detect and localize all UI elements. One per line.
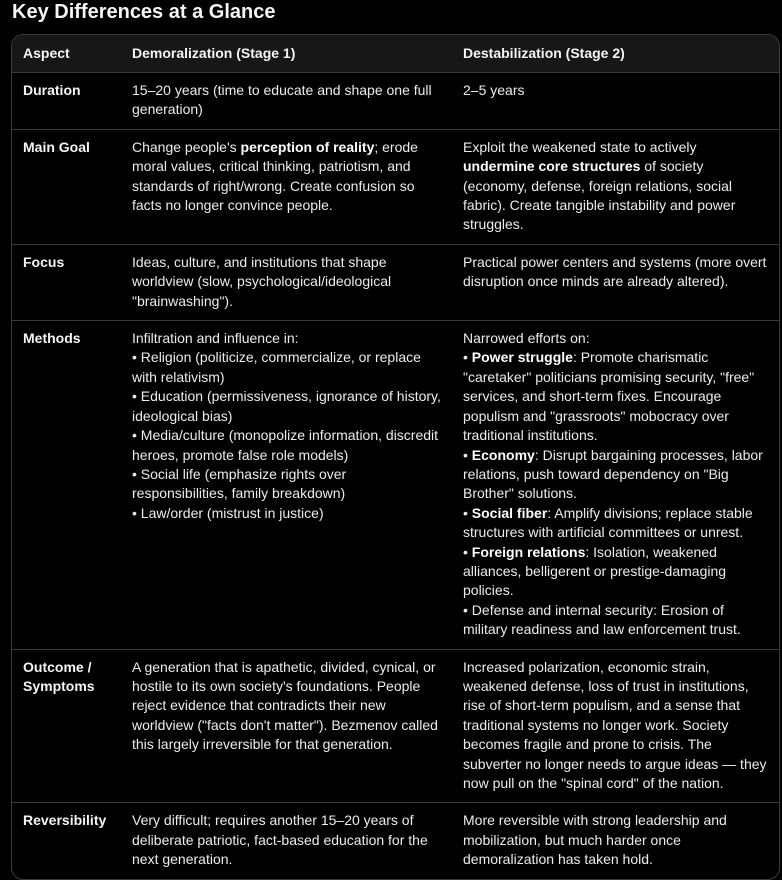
list-intro: Narrowed efforts on: <box>463 330 590 347</box>
aspect-cell: Methods <box>12 321 121 650</box>
cell-text: : Amplify divisions; replace stable structures with artificial committees or unrest. <box>463 504 753 541</box>
page-title: Key Differences at a Glance <box>12 1 276 23</box>
table-row-main-goal <box>12 129 779 244</box>
emphasis-text: Economy <box>471 446 535 463</box>
table-row-duration <box>12 73 779 130</box>
demoralization-cell: A generation that is apathetic, divided, cynical, or hostile to its own society's foundations. People reject evidence that contradicts their new worldview ("facts don't matter"). Bezmenov called this largely irreversible for that generation. <box>121 649 452 803</box>
aspect-cell: Duration <box>12 73 121 130</box>
emphasis-text: undermine core structures <box>463 158 641 175</box>
table-row-outcome <box>12 649 779 803</box>
list-item: • Law/order (mistrust in justice) <box>132 504 324 521</box>
list-item <box>463 504 771 543</box>
cell-text: Change people's <box>132 138 241 155</box>
list-item: • Social life (emphasize rights over responsibilities, family breakdown) <box>132 465 347 502</box>
cell-text: : Isolation, weakened alliances, belligerent or prestige-damaging policies. <box>463 543 727 599</box>
table-row-methods <box>12 321 779 650</box>
list-item: • Media/culture (monopolize information, discredit heroes, promote false role models) <box>132 427 439 463</box>
aspect-cell: Focus <box>12 244 121 320</box>
header-demoralization: Demoralization (Stage 1) <box>121 35 452 73</box>
list-item: • Education (permissiveness, ignorance of history, ideological bias) <box>132 388 441 424</box>
aspect-cell: Main Goal <box>12 129 121 244</box>
table-row-focus <box>12 244 779 320</box>
destabilization-cell <box>452 129 779 244</box>
comparison-table-grid <box>12 35 779 879</box>
demoralization-cell <box>121 129 452 244</box>
list-intro: Infiltration and influence in: <box>132 330 299 347</box>
bullet-mark: • <box>463 446 472 463</box>
list-item: • Religion (politicize, commercialize, or replace with relativism) <box>132 349 421 385</box>
cell-text: : Promote charismatic "caretaker" politicians promising security, "free" services, and short-term fixes. Encourage populism and "grassroots" mobocracy over traditional institutions. <box>463 349 755 444</box>
header-destabilization: Destabilization (Stage 2) <box>452 35 779 73</box>
emphasis-text: Power struggle <box>471 349 573 366</box>
list-item <box>463 543 771 601</box>
bullet-mark: • <box>463 349 472 366</box>
demoralization-cell: 15–20 years (time to educate and shape one full generation) <box>121 73 452 130</box>
table-row-reversibility <box>12 803 779 879</box>
emphasis-text: Social fiber <box>471 504 548 521</box>
destabilization-cell <box>452 321 779 650</box>
destabilization-cell: Increased polarization, economic strain, weakened defense, loss of trust in institutions, rise of short-term populism, and a sense that traditional systems no longer work. Society becomes fragile and prone to crisis. The subverter no longer needs to argue ideas — they now pull on the "spinal cord" of the nation. <box>452 649 779 803</box>
destabilization-cell: Practical power centers and systems (more overt disruption once minds are already altered). <box>452 244 779 320</box>
list-item: • Defense and internal security: Erosion of military readiness and law enforcement trust. <box>463 601 741 638</box>
emphasis-text: Foreign relations <box>471 543 586 560</box>
destabilization-cell: 2–5 years <box>452 73 779 130</box>
demoralization-cell: Ideas, culture, and institutions that shape worldview (slow, psychological/ideological "brainwashing"). <box>121 244 452 320</box>
cell-text: : Disrupt bargaining processes, labor relations, push toward dependency on "Big Brother" solutions. <box>463 446 763 502</box>
aspect-cell: Reversibility <box>23 812 107 829</box>
list-item <box>463 446 771 504</box>
aspect-cell: Outcome / Symptoms <box>12 649 121 803</box>
cell-text: of society (economy, defense, foreign relations, social fabric). Create tangible instability and power struggles. <box>463 158 736 233</box>
bullet-mark: • <box>463 504 472 521</box>
demoralization-cell <box>121 321 452 650</box>
emphasis-text: perception of reality <box>240 138 375 155</box>
destabilization-cell: More reversible with strong leadership and mobilization, but much harder once demoralization has taken hold. <box>463 812 727 868</box>
bullet-mark: • <box>463 543 472 560</box>
header-aspect: Aspect <box>12 35 121 73</box>
cell-text: Exploit the weakened state to actively <box>463 138 697 155</box>
table-header-row <box>12 35 779 73</box>
demoralization-cell: Very difficult; requires another 15–20 years of deliberate patriotic, fact-based education for the next generation. <box>132 812 428 868</box>
list-item <box>463 348 771 445</box>
cell-text: ; erode moral values, critical thinking, patriotism, and standards of right/wrong. Create confusion so facts no longer convince people. <box>132 138 418 214</box>
comparison-table <box>11 34 780 880</box>
